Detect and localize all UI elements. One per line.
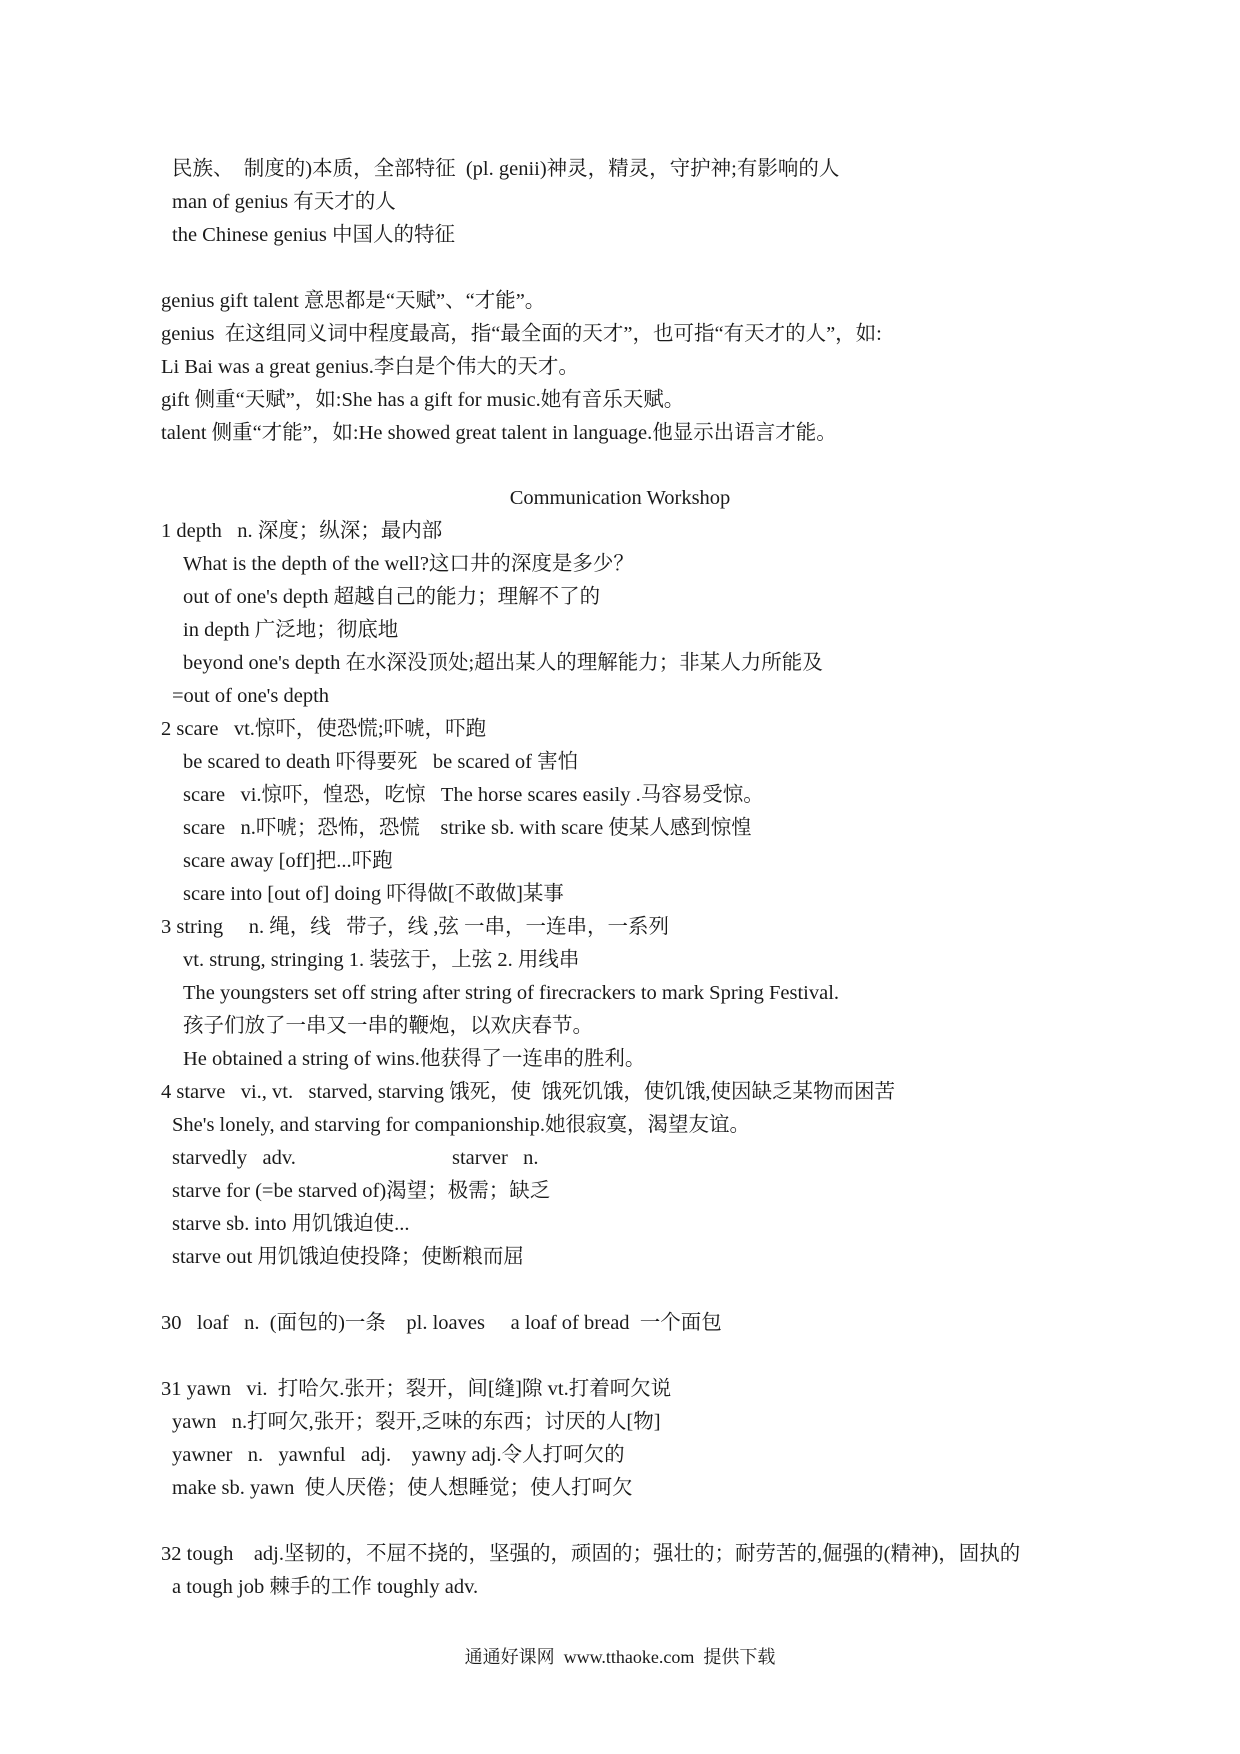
entry-starve-line: starve out 用饥饿迫使投降；使断粮而屈 — [172, 1246, 524, 1268]
entry-scare-line: scare vi.惊吓，惶恐，吃惊 The horse scares easily .马容易受惊。 — [183, 784, 764, 806]
entry-scare-head: 2 scare vt.惊吓，使恐慌;吓唬，吓跑 — [161, 718, 487, 740]
entry-depth-line: beyond one's depth 在水深没顶处;超出某人的理解能力；非某人力所能及 — [183, 652, 823, 674]
synonym-line-4: gift 侧重“天赋”，如:She has a gift for music.她有音乐天赋。 — [161, 389, 685, 411]
intro-line-2: man of genius 有天才的人 — [172, 191, 396, 213]
synonym-line-2: genius 在这组同义词中程度最高，指“最全面的天才”，也可指“有天才的人”，如: — [161, 323, 882, 345]
synonym-line-3: Li Bai was a great genius.李白是个伟大的天才。 — [161, 356, 579, 378]
entry-string-line: vt. strung, stringing 1. 装弦于，上弦 2. 用线串 — [183, 949, 580, 971]
entry-starve-line: starve sb. into 用饥饿迫使... — [172, 1213, 410, 1235]
entry-starve-head: 4 starve vi., vt. starved, starving 饿死，使 饿死饥饿，使饥饿,使因缺乏某物而困苦 — [161, 1081, 895, 1103]
entry-starve-line: starvedly adv. — [172, 1147, 296, 1169]
entry-yawn-line: yawner n. yawnful adj. yawny adj.令人打呵欠的 — [172, 1444, 625, 1466]
page-footer: 通通好课网 www.tthaoke.com 提供下载 — [464, 1647, 776, 1667]
entry-string-line: The youngsters set off string after string of firecrackers to mark Spring Festival. — [183, 982, 840, 1004]
entry-starve-line: starver n. — [452, 1147, 539, 1169]
entry-tough-head: 32 tough adj.坚韧的，不屈不挠的，坚强的，顽固的；强壮的；耐劳苦的,倔强的(精神)，固执的 — [161, 1543, 1021, 1565]
entry-string-line: 孩子们放了一串又一串的鞭炮，以欢庆春节。 — [183, 1015, 593, 1037]
entry-depth-line: What is the depth of the well?这口井的深度是多少？ — [183, 553, 634, 575]
entry-tough-line: a tough job 棘手的工作 toughly adv. — [172, 1576, 479, 1598]
entry-string-line: He obtained a string of wins.他获得了一连串的胜利。 — [183, 1048, 646, 1070]
entry-scare-line: be scared to death 吓得要死 be scared of 害怕 — [183, 751, 579, 773]
intro-line-3: the Chinese genius 中国人的特征 — [172, 224, 455, 246]
entry-yawn-head: 31 yawn vi. 打哈欠.张开；裂开，间[缝]隙 vt.打着呵欠说 — [161, 1378, 672, 1400]
entry-depth-line: in depth 广泛地；彻底地 — [183, 619, 399, 641]
section-title: Communication Workshop — [509, 487, 731, 509]
entry-scare-line: scare away [off]把...吓跑 — [183, 850, 393, 872]
entry-scare-line: scare into [out of] doing 吓得做[不敢做]某事 — [183, 883, 564, 905]
synonym-line-1: genius gift talent 意思都是“天赋”、“才能”。 — [161, 290, 546, 312]
entry-starve-line: She's lonely, and starving for companionship.她很寂寞，渴望友谊。 — [172, 1114, 751, 1136]
synonym-line-5: talent 侧重“才能”，如:He showed great talent in language.他显示出语言才能。 — [161, 422, 837, 444]
entry-starve-line: starve for (=be starved of)渴望；极需；缺乏 — [172, 1180, 551, 1202]
entry-depth-head: 1 depth n. 深度；纵深；最内部 — [161, 520, 443, 542]
entry-yawn-line: make sb. yawn 使人厌倦；使人想睡觉；使人打呵欠 — [172, 1477, 633, 1499]
entry-scare-line: scare n.吓唬；恐怖，恐慌 strike sb. with scare 使某人感到惊惶 — [183, 817, 752, 839]
entry-string-head: 3 string n. 绳，线 带子，线 ,弦 一串，一连串，一系列 — [161, 916, 669, 938]
entry-depth-line: out of one's depth 超越自己的能力；理解不了的 — [183, 586, 601, 608]
entry-yawn-line: yawn n.打呵欠,张开；裂开,乏味的东西；讨厌的人[物] — [172, 1411, 661, 1433]
entry-loaf-head: 30 loaf n. (面包的)一条 pl. loaves a loaf of bread 一个面包 — [161, 1312, 722, 1334]
entry-depth-line: =out of one's depth — [172, 685, 330, 707]
intro-line-1: 民族、 制度的)本质，全部特征 (pl. genii)神灵，精灵，守护神;有影响的人 — [172, 158, 840, 180]
